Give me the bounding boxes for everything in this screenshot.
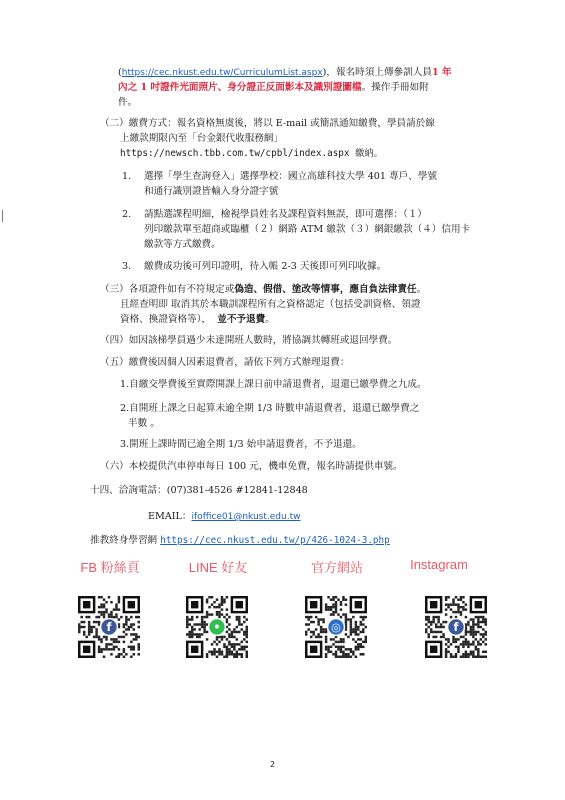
section2-line-3: https://newsch.tbb.com.tw/cpbl/index.aspx 繳納。 — [120, 148, 383, 159]
intro-line-3: 件。 — [118, 97, 138, 108]
email-label: EMAIL： — [148, 511, 192, 522]
qr-label-website: 官方網站 — [310, 560, 363, 575]
svg-text:f: f — [106, 620, 112, 635]
section4: （四）如因該梯學員過少未達開班人數時，將協調其轉班或退回學費。 — [100, 335, 398, 346]
step-1-line-2: 和通行識別證皆輸入身分證字號 — [144, 186, 279, 197]
intro-line-1: (https://cec.nkust.edu.tw/CurriculumList.aspx)，報名時須上傳參訓人員1 年 — [118, 67, 452, 78]
section2-line-1: （二）繳費方式：報名資格無虞後，將以 E-mail 或簡訊通知繳費，學員請於線 — [100, 118, 435, 129]
section5-heading: （五）繳費後因個人因素退費者，請依下列方式辦理退費： — [100, 357, 350, 368]
web-row — [90, 534, 390, 547]
step-1-number: 1. — [122, 171, 132, 182]
refund-rule-2: 2.自開班上課之日起算未逾全期 1/3 時數申請退費者，退還已繳學費之 — [120, 403, 420, 414]
section6: （六）本校提供汽車停車每日 100 元，機車免費，報名時請提供車號。 — [100, 461, 403, 472]
refund-rule-3: 3.開班上課時間已逾全期 1/3 始申請退費者，不予退還。 — [120, 439, 362, 450]
qr-code-instagram[interactable] — [425, 596, 487, 658]
email-link[interactable]: ifoffice01@nkust.edu.tw — [191, 512, 301, 522]
website-icon — [328, 619, 345, 636]
section3-line-3: 資格、換證資格等）， 並不予退費。 — [120, 314, 275, 325]
refund-rule-1: 1.自繳交學費後至實際開課上課日前申請退費者，退還已繳學費之九成。 — [120, 379, 427, 390]
qr-label-facebook: FB 粉絲頁 — [80, 560, 140, 575]
section2-line-2: 上繳款期限內至「台金銀代收服務網」 — [120, 133, 284, 144]
section3-line-1: （三）各項證件如有不符規定或偽造、假借、塗改等情事，應自負法律責任。 — [100, 284, 427, 295]
step-2-line-3: 繳款等方式繳費。 — [144, 239, 221, 250]
step-2-line-1: 請點選課程明細，檢視學員姓名及課程資料無誤，即可選擇：（１） — [144, 209, 428, 220]
qr-label-instagram: Instagram — [410, 557, 468, 572]
curriculum-list-link[interactable]: https://cec.nkust.edu.tw/CurriculumList.aspx — [121, 68, 323, 78]
step-2-number: 2. — [122, 209, 132, 220]
facebook-icon — [448, 619, 465, 636]
svg-text:◎: ◎ — [331, 620, 341, 635]
line-icon — [209, 619, 226, 636]
qr-code-website[interactable] — [305, 596, 367, 658]
qr-label-line: LINE 好友 — [188, 560, 248, 575]
step-3-line-1: 繳費成功後可列印證明，待入帳 2-3 天後即可列印收據。 — [144, 261, 387, 272]
contact-phone: 十四、洽詢電話：(07)381-4526 #12841-12848 — [90, 485, 308, 496]
qr-code-facebook[interactable] — [78, 596, 140, 658]
qr-code-line[interactable] — [186, 596, 248, 658]
contact-email-row — [148, 510, 300, 524]
step-1-line-1: 選擇「學生查詢登入」選擇學校：國立高雄科技大學 401 專戶、學號 — [144, 171, 438, 182]
facebook-icon — [101, 619, 118, 636]
svg-text:•: • — [213, 620, 221, 635]
refund-rule-2-cont: 半數 。 — [128, 418, 160, 429]
website-link[interactable]: https://cec.nkust.edu.tw/p/426-1024-3.php — [160, 535, 390, 546]
intro-line-2: 內之 1 吋證件光面照片、身分證正反面影本及識別證圖檔。操作手冊如附 — [118, 82, 429, 93]
section3-line-2: 且經查明即 取消其於本職訓課程所有之資格認定（包括受訓資格、領證 — [120, 299, 421, 310]
scan-artifact — [2, 210, 3, 222]
page-number: 2 — [270, 760, 276, 769]
step-2-line-2: 列印繳款單至超商或臨櫃（２）網路 ATM 繳款（３）網銀繳款（４）信用卡 — [144, 224, 471, 235]
web-label: 推教終身學習網 — [90, 535, 158, 546]
svg-text:f: f — [453, 620, 459, 635]
step-3-number: 3. — [122, 261, 132, 272]
